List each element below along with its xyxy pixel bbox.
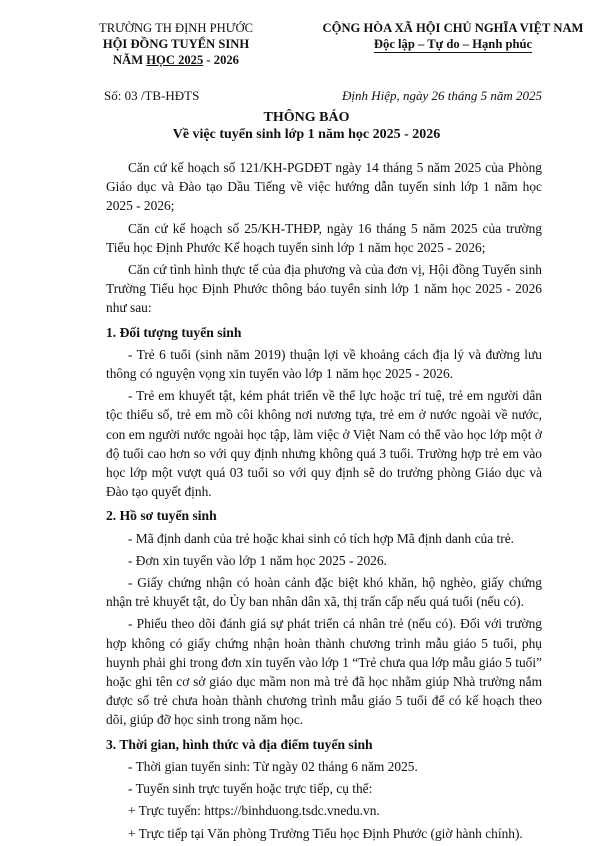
section-heading: 3. Thời gian, hình thức và địa điểm tuyển sinh <box>106 736 373 752</box>
section-item: - Thời gian tuyển sinh: Từ ngày 02 tháng 6 năm 2025. <box>128 758 418 774</box>
section-item: - Giấy chứng nhận có hoàn cảnh đặc biệt khó khăn, hộ nghèo, giấy chứng nhận trẻ khuyết tật, do Ủy ban nhân dân xã, thị trấn cấp nếu quá tuổi (nếu có). <box>106 575 542 610</box>
place-date: Định Hiệp, ngày 26 tháng 5 năm 2025 <box>342 88 543 103</box>
section-item: - Trẻ 6 tuổi (sinh năm 2019) thuận lợi về khoảng cách địa lý và đường lưu thông có nguyện vọng xin tuyển vào lớp 1 năm học 2025 - 2026. <box>106 346 542 382</box>
section-heading: 1. Đối tượng tuyển sinh <box>106 324 242 340</box>
section-item: + Trực tuyến: https://binhduong.tsdc.vnedu.vn. <box>128 803 380 819</box>
section-item: + Trực tiếp tại Văn phòng Trường Tiểu học Định Phước (giờ hành chính). <box>128 825 523 841</box>
national-motto: Độc lập – Tự do – Hạnh phúc <box>373 37 533 51</box>
nation-name: CỘNG HÒA XÃ HỘI CHỦ NGHĨA VIỆT NAM <box>322 21 584 35</box>
section-item: - Trẻ em khuyết tật, kém phát triển về thể lực hoặc trí tuệ, trẻ em người dân tộc thiểu số, trẻ em mồ côi không nơi nương tựa, trẻ em ở nước ngoài về nước, con em người nước ngoài học tập, làm việc ở Việt Nam có thể vào học lớp một ở độ tuổi cao hơn so với quy định nhưng không quá 3 tuổi. Trường hợp trẻ em vào học lớp một vượt quá 03 tuổi so với quy định sẽ do trưởng phòng Giáo dục và Đào tạo quyết định. <box>106 388 542 500</box>
issuer-block <box>76 20 276 68</box>
document-number: Số: 03 /TB-HĐTS <box>104 88 200 103</box>
school-year-prefix: NĂM <box>113 53 147 67</box>
preamble-paragraph: Căn cứ tình hình thực tế của địa phương và của đơn vị, Hội đồng Tuyển sinh Trường Tiểu học Định Phước thông báo tuyển sinh lớp 1 năm học 2025 - 2026 như sau: <box>106 262 542 316</box>
document-title: THÔNG BÁO <box>263 110 350 125</box>
council-name: HỘI ĐỒNG TUYỂN SINH <box>102 37 250 51</box>
section-item: - Mã định danh của trẻ hoặc khai sinh có tích hợp Mã định danh của trẻ. <box>128 530 514 546</box>
school-year-suffix: - 2026 <box>203 53 239 67</box>
document-body <box>106 158 542 846</box>
document-subtitle: Về việc tuyển sinh lớp 1 năm học 2025 - 2026 <box>172 127 441 142</box>
preamble-paragraph: Căn cứ kế hoạch số 25/KH-THĐP, ngày 16 tháng 5 năm 2025 của trường Tiểu học Định Phước Kế hoạch tuyển sinh lớp 1 năm học 2025 - 2026; <box>106 220 542 255</box>
section-item: - Phiếu theo dõi đánh giá sự phát triển cá nhân trẻ (nếu có). Đối với trường hợp không có giấy chứng nhận hoàn thành chương trình mẫu giáo 5 tuổi, phụ huynh phải ghi trong đơn xin tuyển vào lớp 1 “Trẻ chưa qua lớp mẫu giáo 5 tuổi” hoặc ghi tên cơ sở giáo dục mầm non mà trẻ đã học nhằm giúp Nhà trường nắm được số trẻ chưa hoàn thành chương trình mẫu giáo 5 tuổi để có kế hoạch theo dõi, giúp đỡ học sinh trong năm học. <box>106 616 542 728</box>
school-year-underlined: HỌC 2025 <box>146 53 204 67</box>
section-item: - Đơn xin tuyển vào lớp 1 năm học 2025 - 2026. <box>128 552 387 568</box>
section-item: - Tuyển sinh trực tuyến hoặc trực tiếp, cụ thể: <box>128 781 373 797</box>
national-header <box>308 20 598 53</box>
school-name: TRƯỜNG TH ĐỊNH PHƯỚC <box>99 21 253 35</box>
school-year <box>76 52 276 68</box>
preamble-paragraph: Căn cứ kế hoạch số 121/KH-PGDĐT ngày 14 tháng 5 năm 2025 của Phòng Giáo dục và Đào tạo Dầu Tiếng về việc hướng dẫn tuyển sinh lớp 1 năm học 2025 - 2026; <box>106 160 542 214</box>
section-heading: 2. Hồ sơ tuyển sinh <box>106 508 217 524</box>
